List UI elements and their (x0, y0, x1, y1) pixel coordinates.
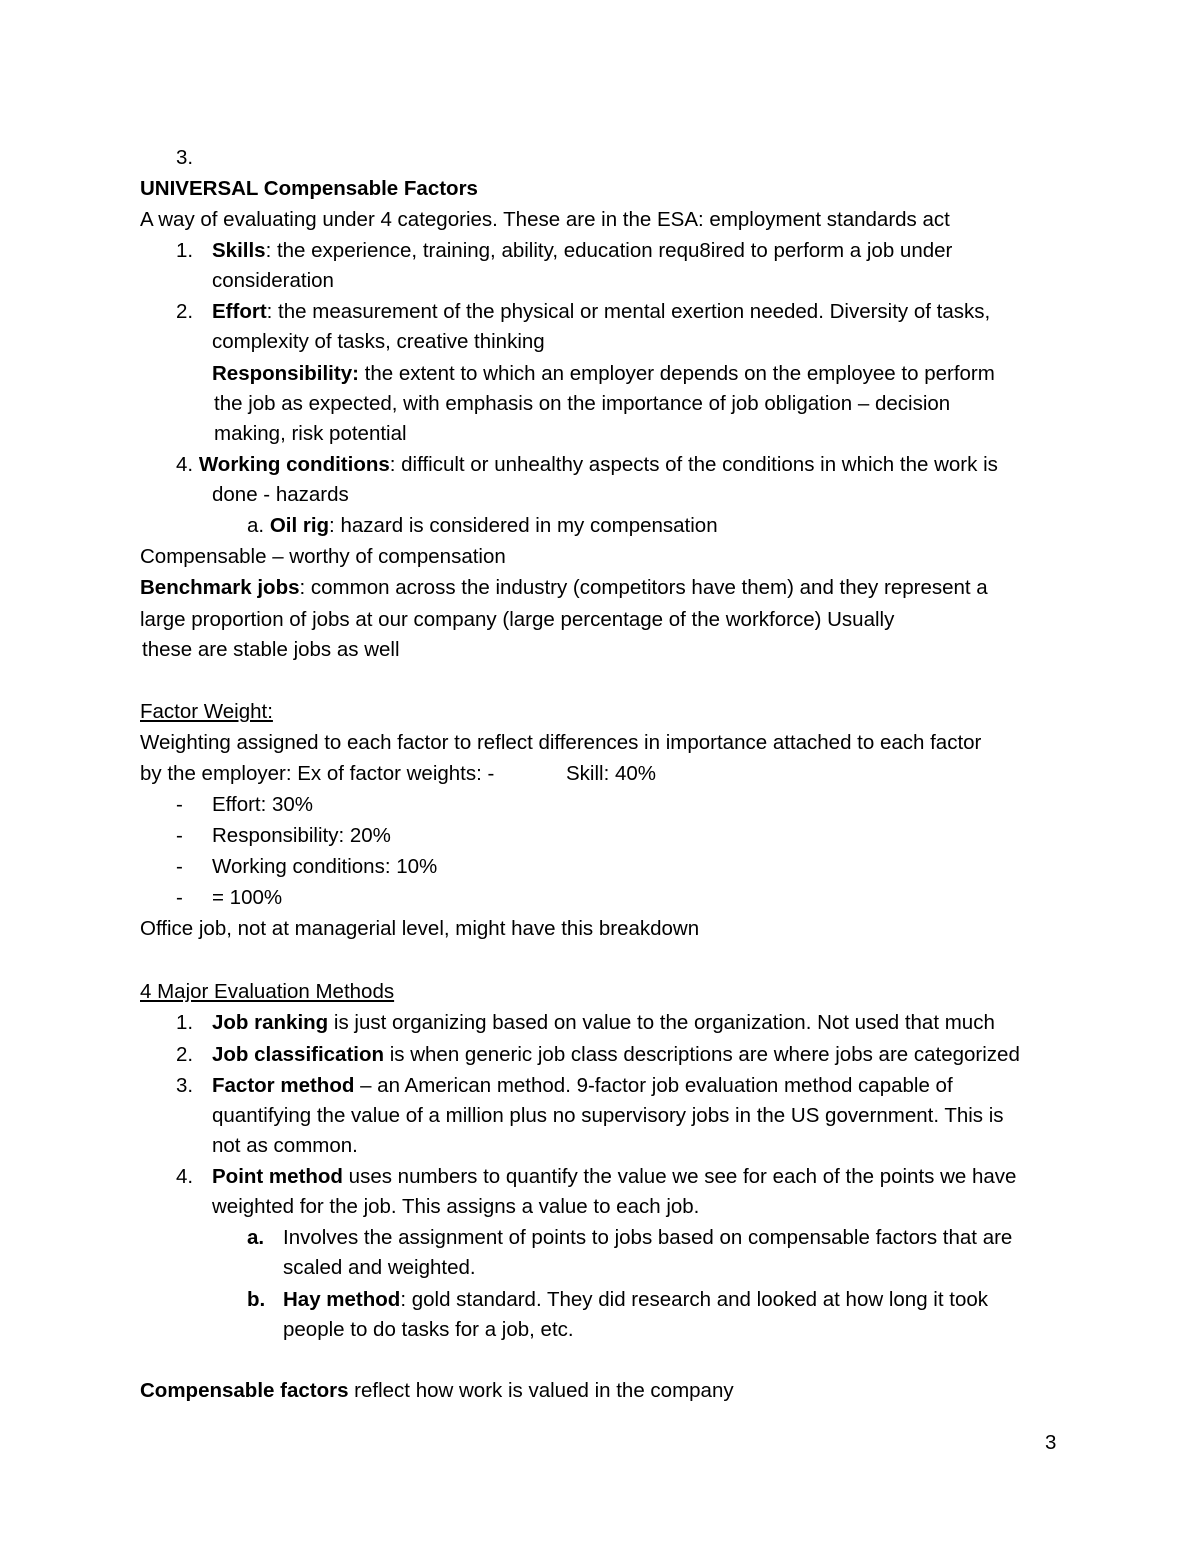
factor-weight-example-intro: by the employer: Ex of factor weights: - (140, 762, 495, 785)
benchmark-jobs-text-continued-2: these are stable jobs as well (142, 638, 400, 661)
hay-method-subitem (283, 1287, 988, 1313)
job-classification-text: is when generic job class descriptions are where jobs are categorized (384, 1043, 1020, 1066)
responsibility-text-continued-2: making, risk potential (214, 422, 407, 445)
factor-method-text-continued: quantifying the value of a million plus no supervisory jobs in the US government. This is (212, 1104, 1004, 1127)
effort-text-continued: complexity of tasks, creative thinking (212, 330, 545, 353)
responsibility-text-continued: the job as expected, with emphasis on the importance of job obligation – decision (214, 392, 951, 415)
point-method-item (212, 1164, 1016, 1190)
factor-weight-item: Responsibility: 20% (212, 824, 391, 847)
point-method-subitem-a-continued: scaled and weighted. (283, 1256, 476, 1279)
evaluation-methods-heading: 4 Major Evaluation Methods (140, 980, 395, 1003)
factor-method-text: – an American method. 9-factor job evaluation method capable of (354, 1074, 953, 1097)
hay-method-text-continued: people to do tasks for a job, etc. (283, 1318, 574, 1341)
hay-method-text: : gold standard. They did research and looked at how long it took (400, 1288, 988, 1311)
intro-text: A way of evaluating under 4 categories. These are in the ESA: employment standards act (140, 208, 950, 231)
responsibility-item (212, 361, 995, 387)
list-number: 1. (176, 239, 194, 262)
oil-rig-subitem (247, 513, 718, 539)
section-number: 3. (176, 146, 194, 169)
factor-weight-item: = 100% (212, 886, 283, 909)
bullet-dash: - (176, 855, 183, 878)
job-classification-item (212, 1042, 1020, 1068)
page-number: 3 (1045, 1431, 1057, 1454)
working-conditions-text: : difficult or unhealthy aspects of the conditions in which the work is (389, 453, 998, 476)
factor-weight-definition: Weighting assigned to each factor to reflect differences in importance attached to each factor (140, 731, 982, 754)
closing-statement (140, 1378, 734, 1404)
list-number: 3. (176, 1074, 194, 1097)
oil-rig-term: Oil rig (269, 514, 330, 537)
point-method-term: Point method (212, 1165, 343, 1188)
responsibility-text: the extent to which an employer depends on the employee to perform (358, 362, 995, 385)
factor-method-item (212, 1073, 953, 1099)
job-ranking-item (212, 1010, 995, 1036)
job-classification-term: Job classification (212, 1043, 385, 1066)
skills-term: Skills (212, 239, 266, 262)
working-conditions-term: Working conditions (198, 453, 390, 476)
oil-rig-text: : hazard is considered in my compensation (329, 514, 718, 537)
responsibility-term: Responsibility: (212, 362, 359, 385)
benchmark-jobs-paragraph (140, 575, 988, 601)
compensable-definition: Compensable – worthy of compensation (140, 545, 506, 568)
factor-weight-item: Effort: 30% (212, 793, 314, 816)
list-number: 1. (176, 1011, 194, 1034)
point-method-text-continued: weighted for the job. This assigns a value to each job. (212, 1195, 700, 1218)
sub-letter: b. (247, 1288, 266, 1311)
heading-universal-compensable-factors: UNIVERSAL Compensable Factors (140, 177, 478, 200)
sub-letter: a. (247, 514, 265, 537)
hay-method-term: Hay method (283, 1288, 401, 1311)
factor-weight-heading: Factor Weight: (140, 700, 273, 723)
benchmark-jobs-term: Benchmark jobs (140, 576, 300, 599)
list-number: 4. (176, 1165, 194, 1188)
bullet-dash: - (176, 824, 183, 847)
factor-weight-item: Working conditions: 10% (212, 855, 438, 878)
skills-text: : the experience, training, ability, education requ8ired to perform a job under (265, 239, 953, 262)
job-ranking-text: is just organizing based on value to the organization. Not used that much (328, 1011, 995, 1034)
skills-item (212, 238, 952, 264)
benchmark-jobs-text: : common across the industry (competitors have them) and they represent a (299, 576, 988, 599)
effort-term: Effort (212, 300, 267, 323)
working-conditions-item (176, 452, 998, 478)
point-method-text: uses numbers to quantify the value we see for each of the points we have (342, 1165, 1017, 1188)
working-conditions-text-continued: done - hazards (212, 483, 349, 506)
point-method-subitem-a: Involves the assignment of points to jobs based on compensable factors that are (283, 1226, 1013, 1249)
factor-weight-note: Office job, not at managerial level, might have this breakdown (140, 917, 700, 940)
factor-method-text-continued-2: not as common. (212, 1134, 358, 1157)
list-number: 4. (176, 453, 194, 476)
list-number: 2. (176, 1043, 194, 1066)
benchmark-jobs-text-continued: large proportion of jobs at our company (large percentage of the workforce) Usually (140, 608, 895, 631)
sub-letter: a. (247, 1226, 265, 1249)
compensable-factors-term: Compensable factors (140, 1379, 349, 1402)
list-number: 2. (176, 300, 194, 323)
effort-text: : the measurement of the physical or mental exertion needed. Diversity of tasks, (266, 300, 991, 323)
bullet-dash: - (176, 793, 183, 816)
effort-item (212, 299, 990, 325)
factor-method-term: Factor method (212, 1074, 355, 1097)
bullet-dash: - (176, 886, 183, 909)
factor-weight-skill: Skill: 40% (566, 762, 657, 785)
job-ranking-term: Job ranking (212, 1011, 329, 1034)
closing-text: reflect how work is valued in the company (348, 1379, 734, 1402)
skills-text-continued: consideration (212, 269, 334, 292)
